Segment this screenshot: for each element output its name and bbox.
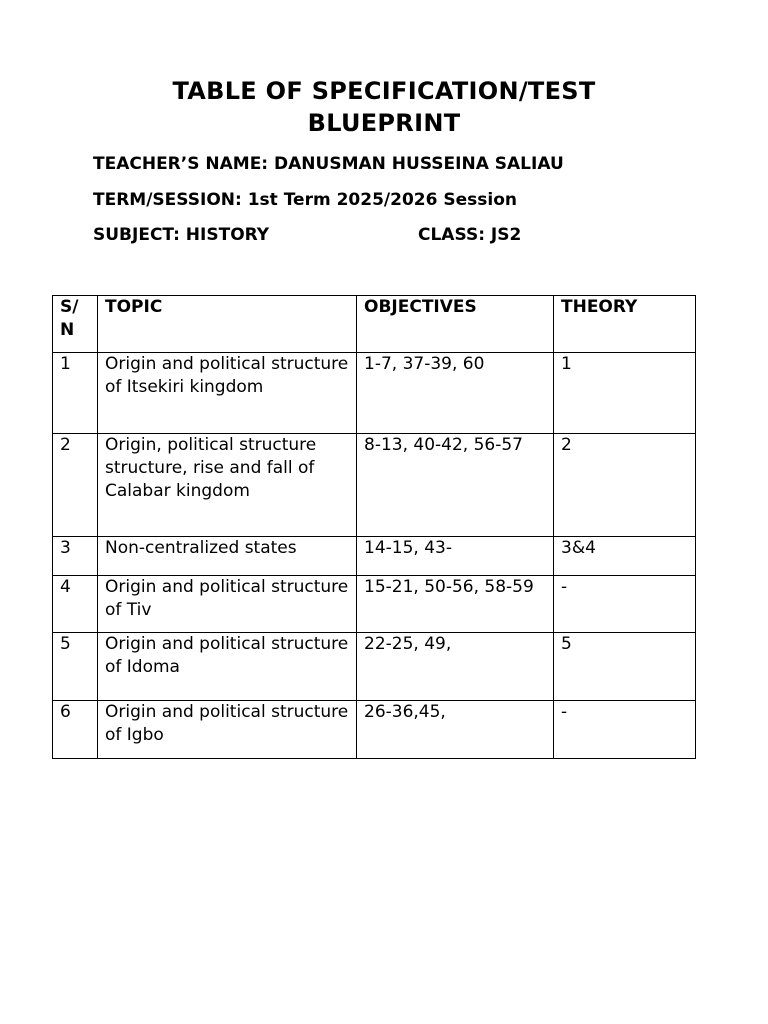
cell-objectives: 26-36,45, (357, 701, 554, 759)
cell-objectives: 14-15, 43- (357, 537, 554, 576)
teacher-name: TEACHER’S NAME: DANUSMAN HUSSEINA SALIAU (93, 154, 564, 174)
cell-topic: Origin and political structure of Itsekiri kingdom (98, 353, 357, 434)
cell-sn: 6 (53, 701, 98, 759)
cell-theory: 5 (554, 633, 696, 701)
cell-sn: 5 (53, 633, 98, 701)
cell-theory: 2 (554, 434, 696, 537)
cell-sn: 1 (53, 353, 98, 434)
cell-topic: Origin and political structure of Idoma (98, 633, 357, 701)
cell-sn: 4 (53, 576, 98, 633)
table-row (53, 353, 696, 434)
cell-theory: - (554, 576, 696, 633)
document-title (0, 75, 768, 139)
header-theory: THEORY (554, 296, 696, 353)
cell-topic: Origin, political structure structure, rise and fall of Calabar kingdom (98, 434, 357, 537)
cell-objectives: 15-21, 50-56, 58-59 (357, 576, 554, 633)
class: CLASS: JS2 (418, 225, 522, 245)
table-header-row (53, 296, 696, 353)
table-row (53, 576, 696, 633)
header-sn: S/ N (53, 296, 98, 353)
cell-topic: Origin and political structure of Tiv (98, 576, 357, 633)
table-row (53, 633, 696, 701)
header-objectives: OBJECTIVES (357, 296, 554, 353)
cell-objectives: 1-7, 37-39, 60 (357, 353, 554, 434)
title-line-2: BLUEPRINT (307, 109, 461, 137)
term-session-text: TERM/SESSION: 1st Term 2025/2026 Session (93, 190, 517, 210)
cell-topic: Origin and political structure of Igbo (98, 701, 357, 759)
cell-objectives: 8-13, 40-42, 56-57 (357, 434, 554, 537)
term-session (93, 189, 517, 211)
cell-theory: 3&4 (554, 537, 696, 576)
cell-sn: 2 (53, 434, 98, 537)
cell-theory: - (554, 701, 696, 759)
cell-theory: 1 (554, 353, 696, 434)
title-line-1: TABLE OF SPECIFICATION/TEST (172, 77, 596, 105)
table-row (53, 537, 696, 576)
subject: SUBJECT: HISTORY (93, 225, 270, 245)
specification-table (52, 295, 696, 759)
header-topic: TOPIC (98, 296, 357, 353)
table-row (53, 434, 696, 537)
table-row (53, 701, 696, 759)
cell-objectives: 22-25, 49, (357, 633, 554, 701)
cell-topic: Non-centralized states (98, 537, 357, 576)
cell-sn: 3 (53, 537, 98, 576)
